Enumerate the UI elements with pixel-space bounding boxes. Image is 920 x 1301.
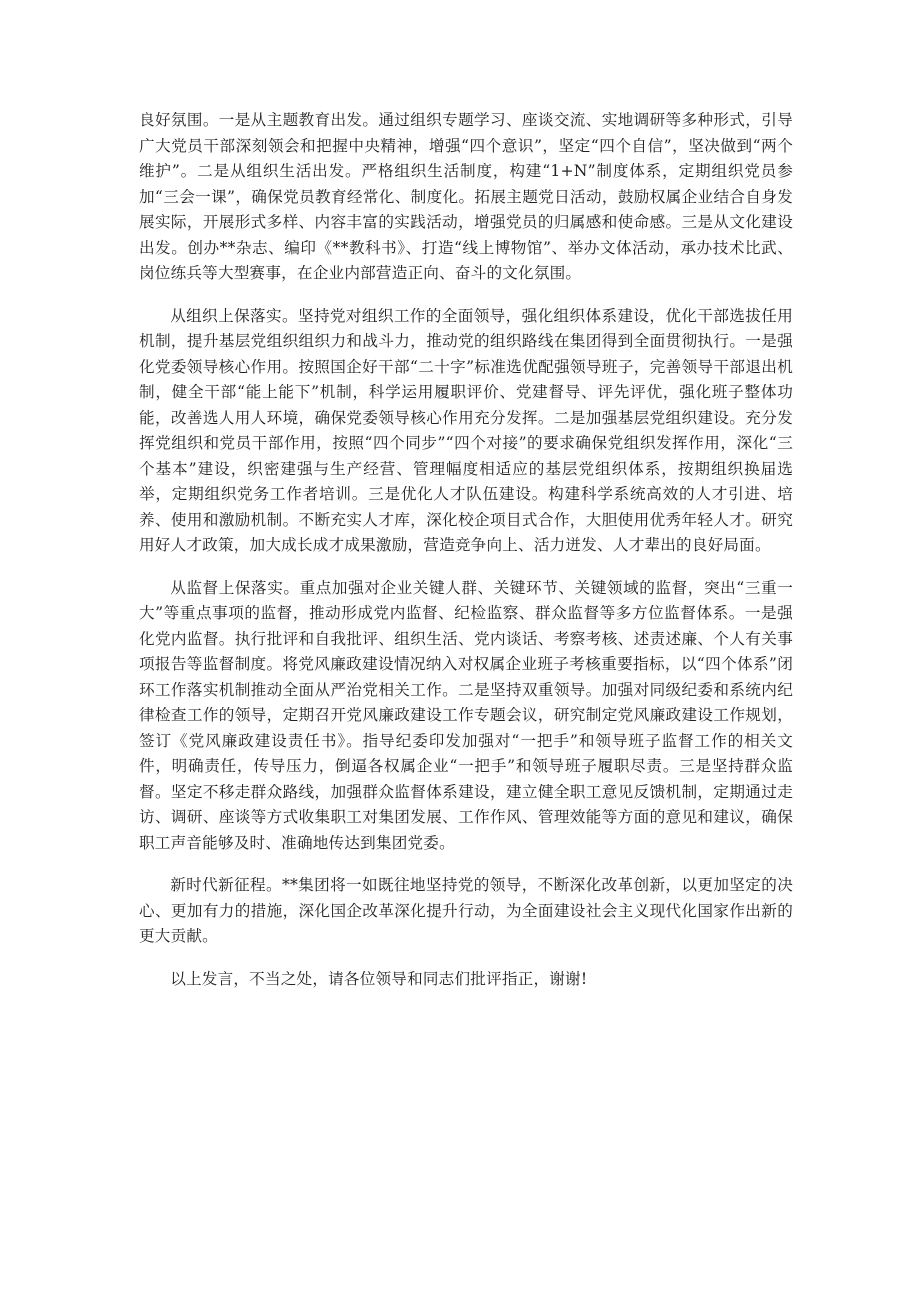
paragraph-organization: 从组织上保落实。坚持党对组织工作的全面领导，强化组织体系建设，优化干部选拔任用机制，提升基层党组织组织力和战斗力，推动党的组织路线在集团得到全面贯彻执行。一是强化党委领导核心作用。按照国企好干部“二十字”标准选优配强领导班子，完善领导干部退出机制，健全干部“能上能下”机制，科学运用履职评价、党建督导、评先评优，强化班子整体功能，改善选人用人环境，确保党委领导核心作用充分发挥。二是加强基层党组织建设。充分发挥党组织和党员干部作用，按照“四个同步”“四个对接”的要求确保党组织发挥作用，深化“三个基本”建设，织密建强与生产经营、管理幅度相适应的基层党组织体系，按期组织换届选举，定期组织党务工作者培训。三是优化人才队伍建设。构建科学系统高效的人才引进、培养、使用和激励机制。不断充实人才库，深化校企项目式合作，大胆使用优秀年轻人才。研究用好人才政策，加大成长成才成果激励，营造竞争向上、活力迸发、人才辈出的良好局面。: [139, 306, 793, 554]
document-body: [139, 108, 793, 1009]
paragraph-continuation: 良好氛围。一是从主题教育出发。通过组织专题学习、座谈交流、实地调研等多种形式，引导广大党员干部深刻领会和把握中央精神，增强“四个意识”，坚定“四个自信”，坚决做到“两个维护”。二是从组织生活出发。严格组织生活制度，构建“1+N”制度体系，定期组织党员参加“三会一课”，确保党员教育经常化、制度化。拓展主题党日活动，鼓励权属企业结合自身发展实际，开展形式多样、内容丰富的实践活动，增强党员的归属感和使命感。三是从文化建设出发。创办**杂志、编印《**教科书》、打造“线上博物馆”、举办文体活动，承办技术比武、岗位练兵等大型赛事，在企业内部营造正向、奋斗的文化氛围。: [139, 111, 793, 282]
paragraph-supervision: 从监督上保落实。重点加强对企业关键人群、关键环节、关键领域的监督，突出“三重一大”等重点事项的监督，推动形成党内监督、纪检监察、群众监督等多方位监督体系。一是强化党内监督。执行批评和自我批评、组织生活、党内谈话、考察考核、述责述廉、个人有关事项报告等监督制度。将党风廉政建设情况纳入对权属企业班子考核重要指标，以“四个体系”闭环工作落实机制推动全面从严治党相关工作。二是坚持双重领导。加强对同级纪委和系统内纪律检查工作的领导，定期召开党风廉政建设工作专题会议，研究制定党风廉政建设工作规划，签订《党风廉政建设责任书》。指导纪委印发加强对“一把手”和领导班子监督工作的相关文件，明确责任，传导压力，倒逼各权属企业“一把手”和领导班子履职尽责。三是坚持群众监督。坚定不移走群众路线，加强群众监督体系建设，建立健全职工意见反馈机制，定期通过走访、调研、座谈等方式收集职工对集团发展、工作作风、管理效能等方面的意见和建议，确保职工声音能够及时、准确地传达到集团党委。: [139, 578, 793, 852]
paragraph-closing: 以上发言，不当之处，请各位领导和同志们批评指正，谢谢!: [170, 969, 588, 988]
paragraph-new-era: 新时代新征程。**集团将一如既往地坚持党的领导，不断深化改革创新，以更加坚定的决心、更加有力的措施，深化国企改革深化提升行动，为全面建设社会主义现代化国家作出新的更大贡献。: [139, 876, 793, 945]
